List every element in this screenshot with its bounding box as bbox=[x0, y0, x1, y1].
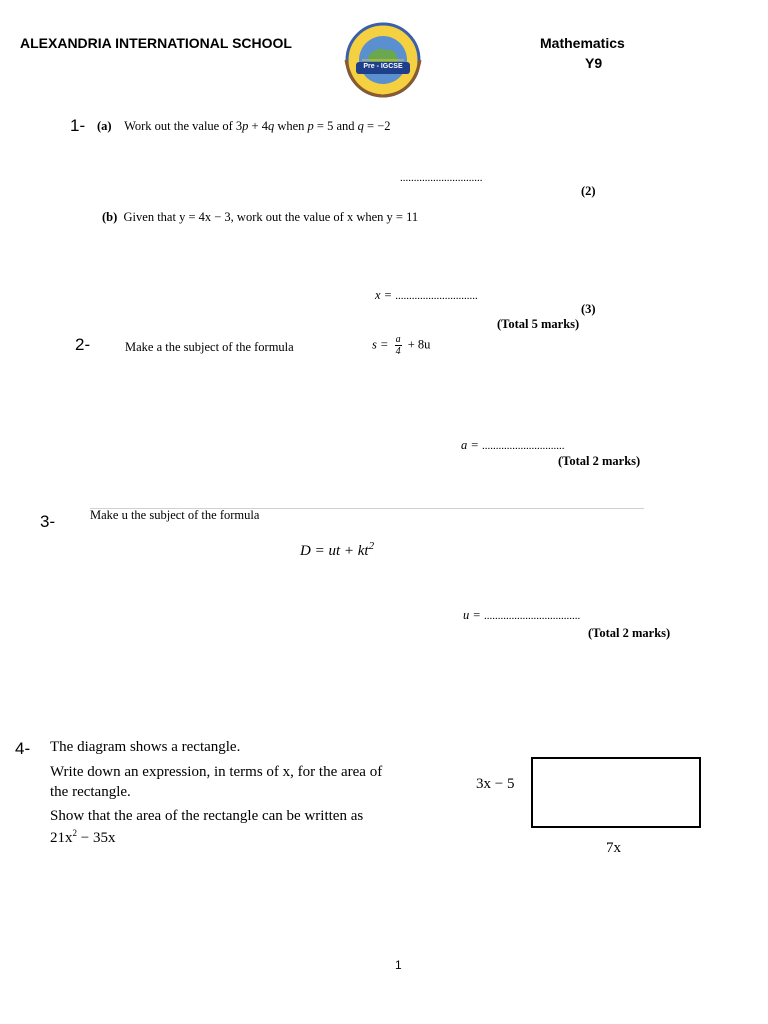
q1a-text-part2: + 4 bbox=[248, 119, 268, 133]
question-3-total: (Total 2 marks) bbox=[588, 626, 671, 640]
question-1-number: 1- bbox=[70, 116, 86, 135]
question-4-line-2: Write down an expression, in terms of x, for the area of bbox=[50, 764, 383, 780]
q1a-text-part5: = −2 bbox=[363, 119, 391, 133]
question-1b-label: (b) bbox=[102, 210, 118, 224]
formula-rhs: + 8u bbox=[407, 337, 431, 352]
question-3-text: Make u the subject of the formula bbox=[90, 508, 260, 522]
question-1a-label: (a) bbox=[97, 119, 112, 133]
formula-lhs: s = bbox=[372, 337, 389, 352]
page-number: 1 bbox=[395, 958, 402, 972]
rectangle-diagram bbox=[531, 757, 701, 828]
q1a-var-p2: p bbox=[307, 119, 314, 133]
question-4-line-4: Show that the area of the rectangle can be written as bbox=[50, 808, 364, 824]
question-4-line-5 bbox=[50, 828, 115, 847]
question-2-number: 2- bbox=[75, 335, 91, 354]
q1a-text-part4: = 5 and bbox=[313, 119, 358, 133]
question-4-line-1: The diagram shows a rectangle. bbox=[50, 739, 241, 755]
question-1b-answer-prefix: x = bbox=[375, 288, 393, 302]
school-name: ALEXANDRIA INTERNATIONAL SCHOOL bbox=[20, 35, 292, 51]
formula-fraction bbox=[395, 334, 402, 357]
question-1-total: (Total 5 marks) bbox=[497, 317, 580, 331]
fraction-denominator: 4 bbox=[395, 346, 401, 357]
question-1b-text bbox=[102, 210, 418, 225]
area-expression-tail: − 35x bbox=[77, 830, 116, 846]
question-1a-text bbox=[97, 119, 391, 134]
q1a-var-q: q bbox=[267, 119, 275, 133]
question-4-number: 4- bbox=[15, 739, 31, 758]
rectangle-width-label: 7x bbox=[606, 840, 621, 856]
question-2-answer bbox=[461, 438, 564, 453]
question-3-answer-prefix: u = bbox=[463, 608, 481, 622]
q1a-var-p: p bbox=[242, 119, 249, 133]
question-2-answer-prefix: a = bbox=[461, 438, 479, 452]
question-1a-marks: (2) bbox=[581, 184, 596, 198]
question-3-answer bbox=[463, 608, 580, 623]
rectangle-height-label: 3x − 5 bbox=[476, 776, 515, 792]
question-2-answer-line[interactable]: .............................. bbox=[481, 440, 565, 452]
question-3-formula bbox=[300, 540, 374, 560]
question-2-text: Make a the subject of the formula bbox=[125, 340, 294, 354]
question-4-line-3: the rectangle. bbox=[50, 784, 131, 800]
q1a-var-q2: q bbox=[357, 119, 364, 133]
logo-label: Pre - IGCSE bbox=[363, 63, 403, 70]
question-2-formula bbox=[372, 334, 430, 357]
subject-title: Mathematics bbox=[540, 35, 625, 51]
question-1b-body: Given that y = 4x − 3, work out the value of x when y = 11 bbox=[123, 210, 419, 224]
area-exponent: 2 bbox=[72, 828, 77, 838]
question-3-number: 3- bbox=[40, 512, 56, 531]
question-1a-answer-line[interactable]: .............................. bbox=[400, 172, 483, 184]
q1a-text-part1: Work out the value of 3 bbox=[124, 119, 243, 133]
question-1b-marks: (3) bbox=[581, 302, 596, 316]
question-1b-answer bbox=[375, 288, 478, 303]
question-3-answer-line[interactable]: ................................... bbox=[483, 610, 581, 622]
school-logo bbox=[338, 20, 428, 100]
area-expression: 21x bbox=[50, 830, 73, 846]
formula-body: D = ut + kt bbox=[300, 543, 369, 559]
question-1b-answer-line[interactable]: .............................. bbox=[395, 290, 478, 302]
year-label: Y9 bbox=[585, 55, 603, 71]
formula-exponent: 2 bbox=[368, 540, 375, 552]
question-2-total: (Total 2 marks) bbox=[558, 454, 641, 468]
fraction-numerator: a bbox=[395, 334, 401, 345]
q1a-text-part3: when bbox=[274, 119, 308, 133]
